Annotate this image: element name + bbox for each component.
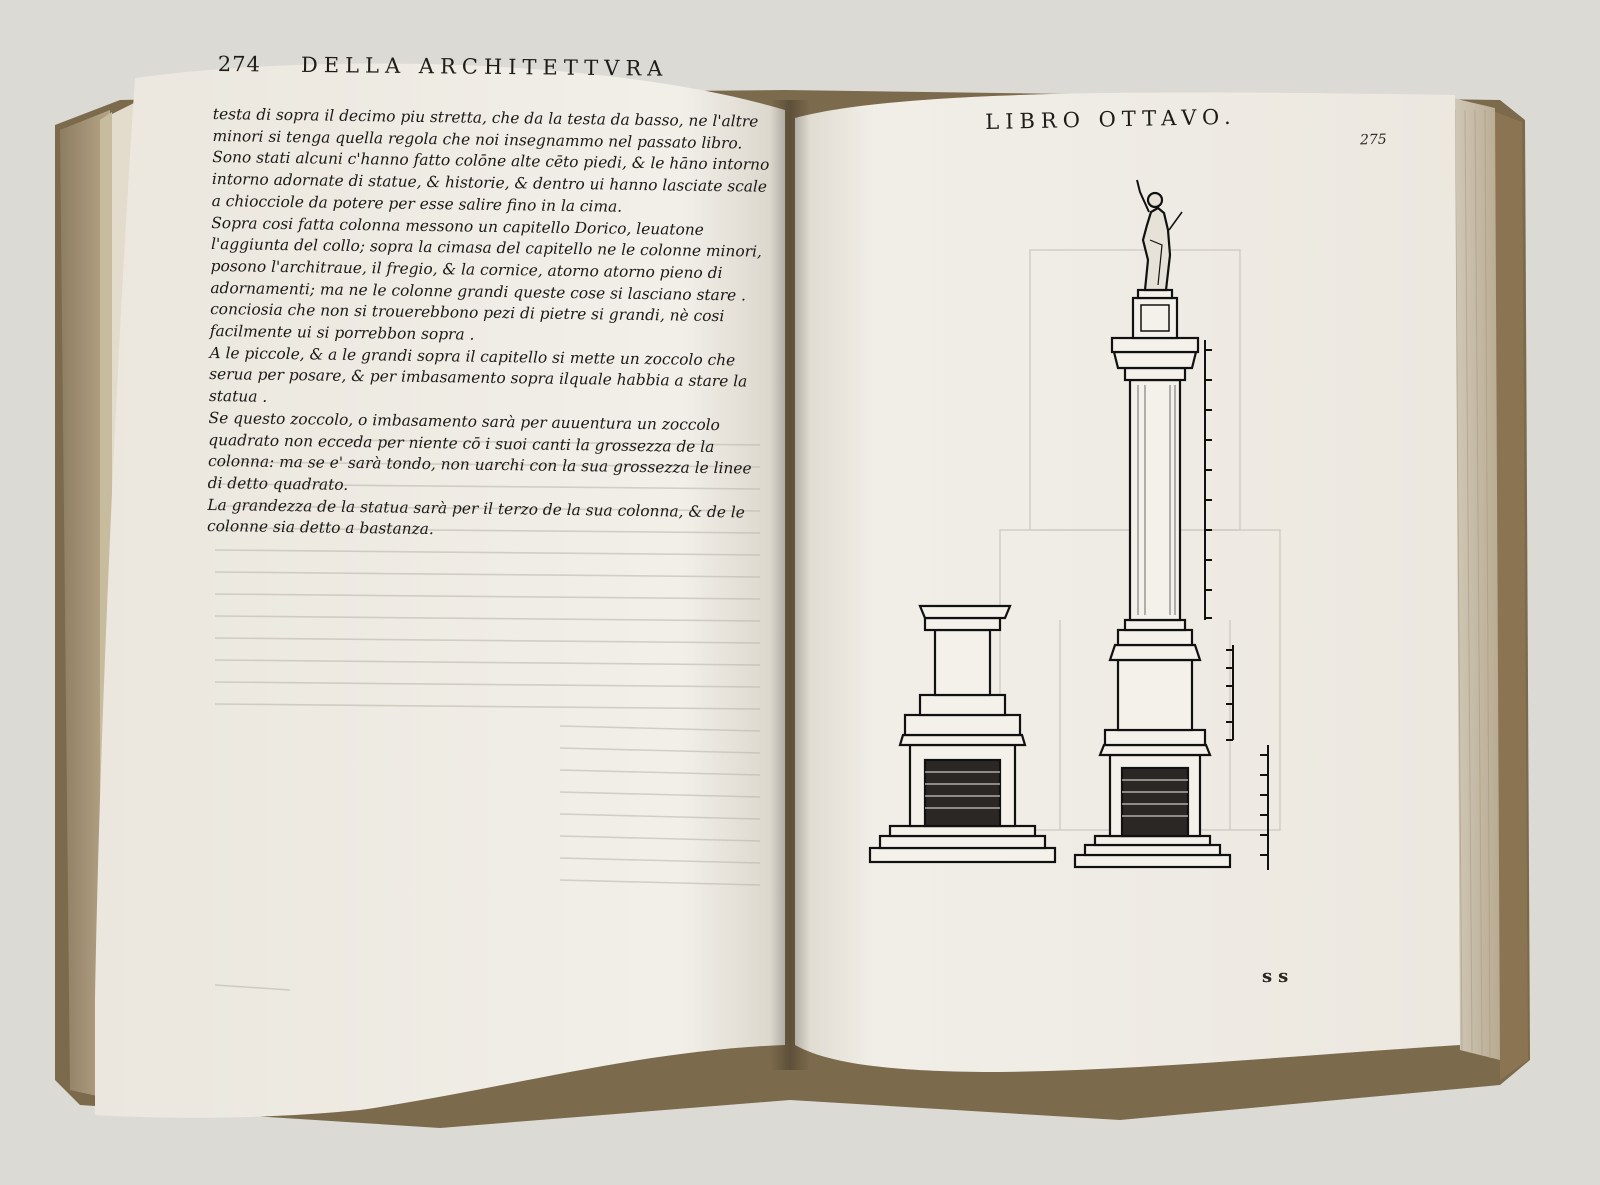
signature-mark: ss <box>1262 966 1295 987</box>
left-running-title: DELLA ARCHITETTVRA <box>300 52 669 81</box>
body-paragraph: testa di sopra il decimo piu stretta, che da la testa da basso, ne l'altre minori si tenga quella regola che noi insegnammo nel passato libro. Sono stati alcuni c'hanno fatto colōne alte cēto piedi, & le hāno intorno intorno adornate di statue, & historie, & dentro ui hanno lasciate scale a chiocciole da potere per esse salire fino in la cima. <box>211 104 770 216</box>
body-paragraph: Se questo zoccolo, o imbasamento sarà per auuentura un zoccolo quadrato non ecceda per niente cō i suoi canti la grossezza de la colonna: ma se e' sarà tondo, non uarchi con la sua grossezza le linee di detto quadrato. <box>207 408 752 494</box>
body-paragraph: A le piccole, & a le grandi sopra il capitello si mette un zoccolo che serua per posare, & per imbasamento sopra ilquale habbia a stare la statua . <box>208 343 748 406</box>
body-paragraph: La grandezza de la statua sarà per il terzo de la sua colonna, & de le colonne sia detto a bastanza. <box>206 495 745 539</box>
right-running-head: LIBRO OTTAVO. <box>985 104 1237 134</box>
left-page-number: 274 <box>217 52 262 77</box>
left-page-body <box>207 104 793 546</box>
right-page-number: 275 <box>1359 131 1387 149</box>
body-paragraph: Sopra cosi fatta colonna messono un capitello Dorico, leuatone l'aggiunta del collo; sopra la cimasa del capitello ne le colonne minori, posono l'architraue, il fregio, & la cornice, atorno atorno pieno di adornamenti; ma ne le colonne grandi queste cose si lasciano stare . conciosia che non si trouerebbono pezi di pietre si grandi, nè cosi facilmente ui si porrebbon sopra . <box>209 213 762 344</box>
